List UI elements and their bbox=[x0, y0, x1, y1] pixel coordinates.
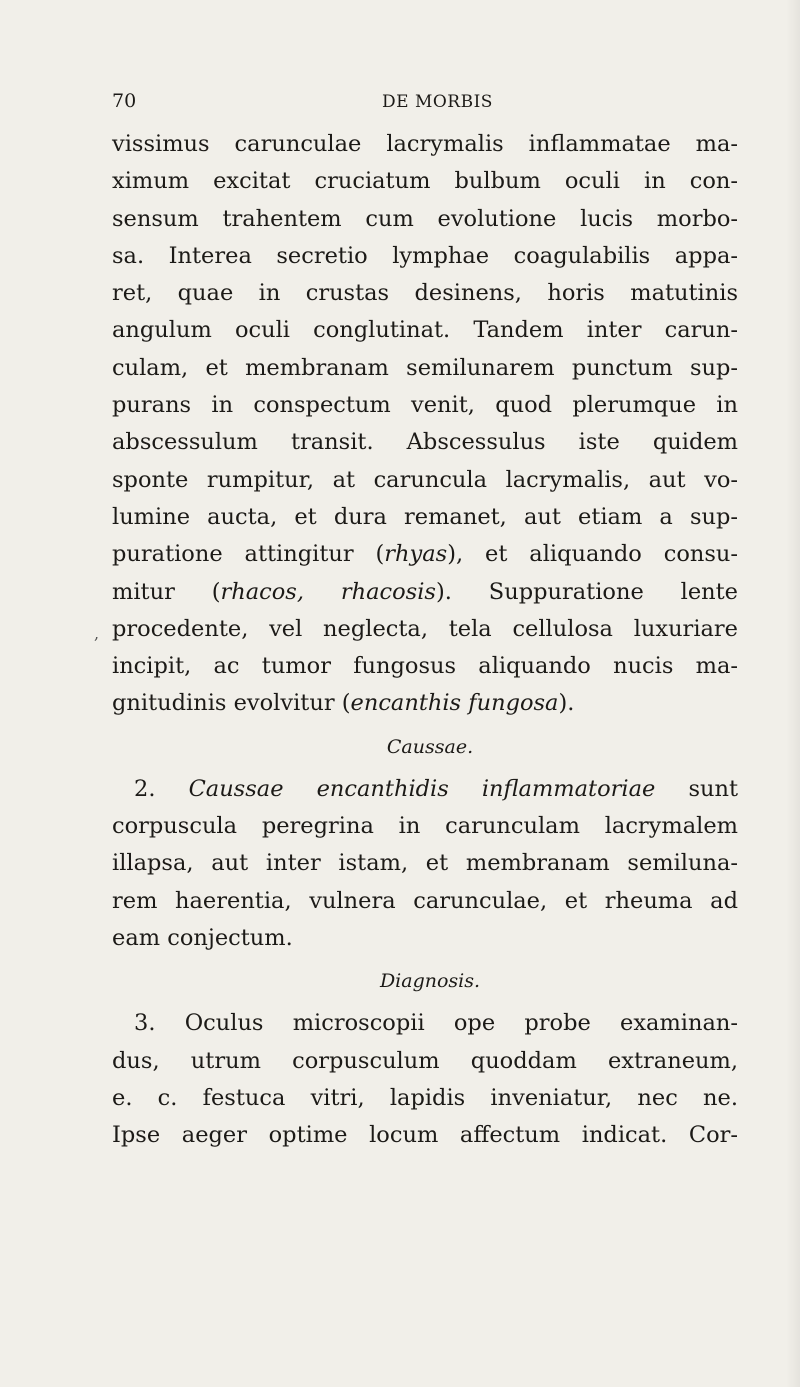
text-run: sunt bbox=[688, 775, 739, 802]
text-line: e. c. festuca vitri, lapidis inveniatur, nec ne. bbox=[112, 1084, 738, 1111]
text-line: eam conjectum. bbox=[112, 924, 293, 951]
text-line: culam, et membranam semilunarem punctum sup- bbox=[112, 354, 738, 381]
text-line: abscessulum transit. Abscessulus iste quidem bbox=[112, 429, 738, 456]
text-line: rem haerentia, vulnera carunculae, et rheuma ad bbox=[112, 887, 738, 914]
italic-term: rhacos, rhacosis bbox=[220, 578, 436, 605]
text-line: incipit, ac tumor fungosus aliquando nucis ma- bbox=[112, 653, 738, 680]
page-header bbox=[112, 90, 712, 120]
text-line: angulum oculi conglutinat. Tandem inter carun- bbox=[112, 317, 738, 344]
text-line bbox=[112, 685, 738, 722]
page-edge-shadow bbox=[786, 0, 800, 1387]
text-line: vissimus carunculae lacrymalis inflammatae ma- bbox=[112, 131, 738, 157]
page-number: 70 bbox=[112, 90, 137, 112]
text-line: ret, quae in crustas desinens, horis matutinis bbox=[112, 280, 738, 307]
text-line: dus, utrum corpusculum quoddam extraneum, bbox=[112, 1047, 738, 1074]
paragraph-number: 2. bbox=[134, 775, 156, 802]
text-line: sponte rumpitur, at caruncula lacrymalis, aut vo- bbox=[112, 466, 738, 493]
section-heading-causes: Caussae. bbox=[386, 735, 474, 758]
italic-term: rhyas bbox=[384, 541, 448, 568]
text-line: ximum excitat cruciatum bulbum oculi in con- bbox=[112, 168, 738, 195]
running-head bbox=[382, 92, 493, 112]
text-line: Ipse aeger optime locum affectum indicat. Cor- bbox=[112, 1122, 738, 1149]
text-line: lumine aucta, et dura remanet, aut etiam a sup- bbox=[112, 503, 738, 530]
text-line: procedente, vel neglecta, tela cellulosa luxuriare bbox=[112, 615, 738, 642]
italic-term: Caussae encanthidis inflammatoriae bbox=[188, 775, 656, 802]
running-head-de: DE bbox=[382, 92, 410, 112]
italic-term: encanthis fungosa bbox=[350, 690, 559, 717]
section-heading-diagnosis: Diagnosis. bbox=[379, 970, 481, 993]
margin-mark: , bbox=[94, 624, 100, 643]
text-line: 3. Oculus microscopii ope probe examinan- bbox=[134, 1010, 738, 1037]
text-run: gnitudinis evolvitur ( bbox=[112, 690, 351, 717]
text-line: illapsa, aut inter istam, et membranam semiluna- bbox=[112, 850, 738, 877]
running-head-title: MORBIS bbox=[414, 92, 493, 112]
text-line: purans in conspectum venit, quod plerumque in bbox=[112, 392, 738, 419]
text-line bbox=[112, 771, 738, 808]
text-line bbox=[112, 574, 738, 611]
text-line bbox=[112, 536, 738, 573]
text-line: corpuscula peregrina in carunculam lacrymalem bbox=[112, 813, 738, 840]
text-run: mitur ( bbox=[112, 578, 221, 605]
text-run: puratione attingitur ( bbox=[112, 541, 385, 568]
text-run: ), et aliquando consu- bbox=[447, 541, 739, 568]
text-line: sa. Interea secretio lymphae coagulabilis appa- bbox=[112, 242, 738, 269]
body-text bbox=[112, 126, 738, 1154]
text-line: sensum trahentem cum evolutione lucis morbo- bbox=[112, 205, 738, 232]
text-run: ). bbox=[558, 690, 575, 717]
text-run: ). Suppuratione lente bbox=[435, 578, 739, 605]
